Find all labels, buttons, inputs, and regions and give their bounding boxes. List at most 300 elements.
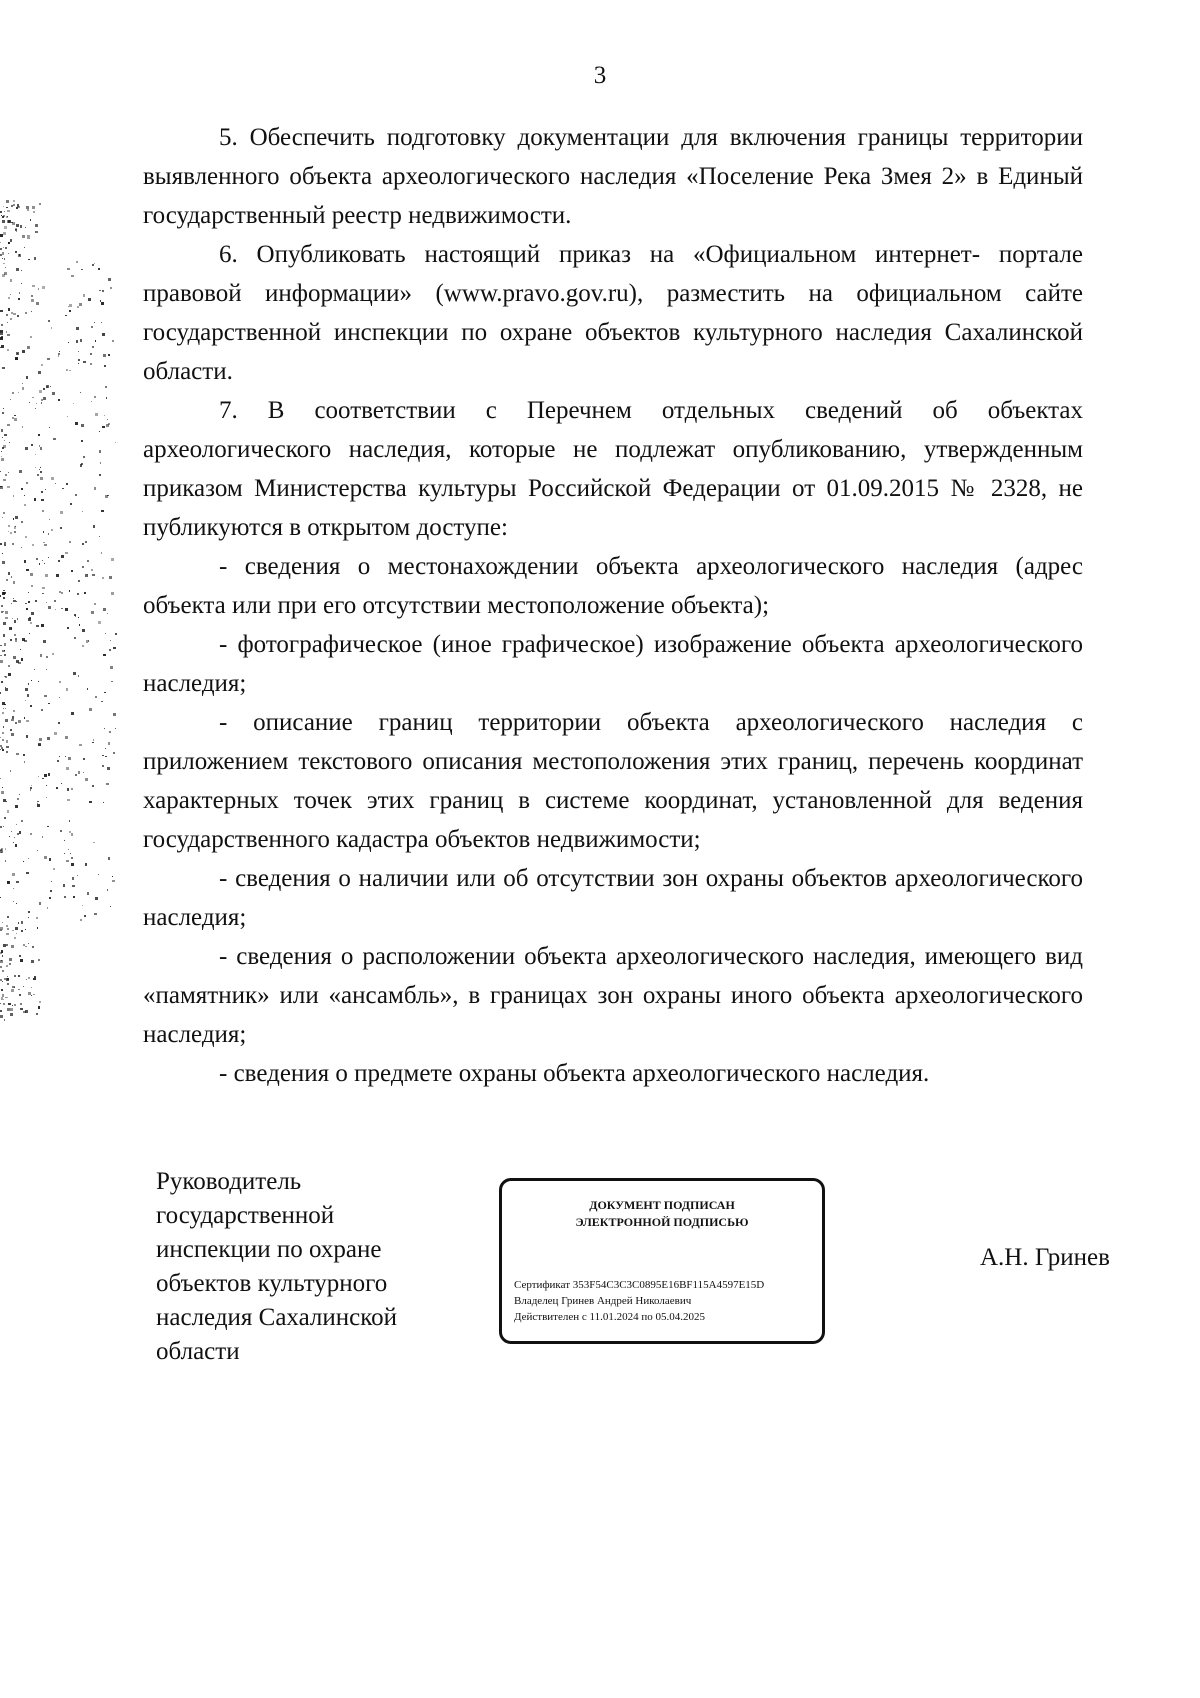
scan-speck (4, 434, 7, 437)
scan-speck (18, 989, 20, 991)
scan-speck (21, 488, 22, 489)
scan-speck (85, 778, 88, 781)
scan-speck (16, 753, 19, 756)
scan-speck (40, 447, 43, 450)
scan-speck (6, 746, 9, 749)
scan-speck (71, 712, 74, 715)
scan-speck (111, 592, 114, 595)
scan-speck (63, 884, 65, 886)
scan-speck (13, 200, 15, 202)
scan-speck (2, 739, 4, 741)
scan-speck (45, 489, 46, 490)
scan-speck (9, 958, 12, 961)
scan-speck (58, 560, 60, 562)
scan-speck (112, 340, 114, 342)
scan-speck (5, 617, 8, 620)
scan-speck (10, 318, 12, 320)
scan-speck (24, 761, 25, 762)
scan-speck (65, 736, 68, 739)
scan-speck (67, 268, 70, 271)
scan-speck (64, 853, 65, 854)
scan-speck (94, 396, 96, 398)
scan-speck (44, 774, 47, 777)
scan-speck (28, 259, 29, 260)
scan-speck (38, 744, 40, 746)
scan-speck (98, 621, 101, 624)
scan-speck (90, 353, 92, 355)
scan-speck (28, 858, 29, 859)
scan-speck (39, 445, 41, 447)
scan-speck (108, 354, 110, 356)
scan-speck (3, 408, 4, 409)
scan-speck (6, 740, 9, 743)
scan-speck (10, 294, 11, 295)
scan-speck (25, 700, 26, 701)
scan-speck (7, 997, 8, 998)
scan-speck (26, 482, 28, 484)
scan-speck (102, 765, 104, 767)
scan-speck (26, 569, 29, 572)
scan-speck (0, 211, 2, 213)
scan-speck (109, 649, 111, 651)
scan-speck (13, 518, 15, 520)
scan-speck (31, 612, 34, 615)
scan-speck (102, 426, 104, 428)
scan-speck (2, 922, 3, 923)
scan-speck (58, 355, 60, 357)
scan-speck (99, 290, 101, 292)
scan-speck (69, 820, 71, 822)
scan-speck (12, 543, 14, 545)
scan-speck (39, 902, 42, 905)
scan-speck (26, 376, 29, 379)
scan-speck (110, 640, 111, 641)
scan-speck (10, 239, 13, 242)
scan-speck (107, 889, 109, 891)
scan-speck (13, 888, 15, 890)
scan-speck (21, 658, 24, 661)
scan-speck (11, 312, 13, 314)
scan-speck (0, 897, 1, 898)
scan-speck (44, 856, 47, 859)
scan-speck (6, 331, 8, 333)
scan-speck (113, 752, 115, 754)
scan-speck (13, 656, 16, 659)
scan-speck (108, 857, 111, 860)
scan-speck (22, 383, 23, 384)
scan-speck (24, 247, 25, 248)
list-item-protection-subject: - сведения о предмете охраны объекта археологического наследия. (219, 1060, 930, 1087)
scan-speck (41, 402, 43, 404)
scan-speck (64, 896, 66, 898)
scan-speck (58, 399, 60, 401)
scan-speck (42, 836, 43, 837)
scan-speck (3, 634, 6, 637)
scan-speck (65, 608, 68, 611)
scan-speck (65, 756, 66, 757)
scan-speck (35, 224, 38, 227)
scan-speck (66, 767, 69, 770)
scan-speck (106, 783, 109, 786)
scan-speck (77, 306, 79, 308)
scan-speck (0, 242, 1, 243)
scan-speck (59, 756, 60, 757)
scan-speck (52, 392, 55, 395)
scan-speck (11, 576, 13, 578)
scan-speck (31, 680, 32, 681)
scan-speck (41, 624, 44, 627)
scan-speck (93, 842, 94, 843)
scan-speck (0, 655, 2, 657)
scan-speck (15, 229, 17, 231)
scan-speck (28, 683, 30, 685)
scan-speck (40, 467, 41, 468)
scan-speck (15, 358, 17, 360)
scan-speck (51, 327, 52, 328)
scan-speck (36, 302, 38, 304)
scan-speck (31, 585, 33, 587)
scan-speck (5, 848, 6, 849)
scan-speck (89, 708, 92, 711)
scan-speck (79, 624, 81, 626)
scan-speck (102, 755, 103, 756)
scan-speck (0, 778, 1, 779)
scan-speck (69, 541, 71, 543)
scan-speck (106, 424, 109, 427)
scan-speck (101, 552, 102, 553)
scan-speck (4, 654, 6, 656)
scan-speck (4, 643, 7, 646)
scan-speck (58, 353, 60, 355)
scan-speck (51, 529, 53, 531)
scan-speck (0, 543, 2, 545)
scan-speck (30, 336, 32, 338)
scan-speck (71, 570, 73, 572)
scan-speck (4, 1019, 6, 1021)
scan-speck (2, 367, 5, 370)
scan-speck (3, 1003, 6, 1006)
scan-speck (7, 916, 9, 918)
scan-speck (30, 833, 32, 835)
scan-speck (48, 606, 51, 609)
signatory-name: А.Н. Гринев (980, 1244, 1110, 1271)
scan-speck (106, 397, 108, 399)
stamp-certificate: Сертификат 353F54C3C3C0895E16BF115A4597E15D (514, 1279, 765, 1291)
scan-speck (48, 557, 49, 558)
scan-speck (5, 708, 6, 709)
scan-speck (32, 397, 33, 398)
scan-speck (19, 292, 20, 293)
scan-speck (103, 608, 105, 610)
scan-speck (7, 216, 8, 217)
scan-speck (0, 310, 3, 313)
scan-speck (39, 1001, 41, 1003)
scan-speck (21, 283, 22, 284)
scan-speck (44, 695, 47, 698)
scan-speck (107, 767, 110, 770)
scan-speck (4, 817, 6, 819)
scan-speck (66, 860, 69, 863)
scan-speck (0, 737, 1, 738)
scan-speck (10, 770, 12, 772)
scan-speck (57, 760, 59, 762)
scan-speck (5, 611, 8, 614)
scan-speck (91, 569, 93, 571)
scan-speck (111, 558, 114, 561)
scan-speck (39, 390, 42, 393)
scan-speck (8, 531, 9, 532)
scan-speck (7, 928, 9, 930)
scan-speck (102, 577, 104, 579)
scan-speck (72, 877, 74, 879)
scan-speck (9, 442, 10, 443)
scan-speck (0, 1003, 1, 1004)
scan-speck (87, 892, 90, 895)
scan-speck (30, 789, 32, 791)
paragraph-7: 7. В соответствии с Перечнем отдельных сведений об объектах археологического наследия, которые не подлежат опубликованию, утвержденным приказом Министерства культуры Российской Федерации от 01.09.2015 № 2328, не публикуются в открытом доступе: (143, 397, 1083, 541)
scan-speck (60, 511, 63, 514)
scan-speck (3, 622, 6, 625)
scan-speck (15, 251, 18, 254)
scan-speck (15, 638, 17, 640)
scan-speck (36, 625, 39, 628)
scan-speck (82, 511, 83, 512)
scan-speck (0, 347, 1, 348)
scan-speck (54, 732, 57, 735)
scan-speck (11, 989, 14, 992)
scan-speck (0, 248, 2, 250)
scan-speck (35, 231, 38, 234)
scan-speck (6, 207, 7, 208)
scan-speck (68, 849, 69, 850)
scan-speck (21, 547, 22, 548)
scan-speck (38, 1006, 41, 1009)
scan-speck (103, 354, 106, 357)
scan-speck (72, 885, 75, 888)
scan-speck (0, 1010, 2, 1012)
scan-speck (5, 860, 7, 862)
scan-speck (84, 592, 86, 594)
scan-speck (39, 563, 40, 564)
scan-speck (15, 844, 18, 847)
scan-speck (8, 472, 9, 473)
scan-speck (80, 392, 81, 393)
scan-speck (81, 269, 83, 271)
scan-speck (93, 739, 95, 741)
scan-speck (2, 970, 3, 971)
scan-speck (14, 415, 16, 417)
scan-speck (38, 681, 39, 682)
scan-speck (19, 470, 22, 473)
scan-speck (1, 458, 4, 461)
scan-speck (73, 672, 76, 675)
scan-speck (13, 581, 16, 584)
scan-speck (20, 649, 21, 650)
scan-speck (13, 710, 15, 712)
scan-speck (99, 536, 100, 537)
scan-speck (6, 579, 8, 581)
scan-speck (17, 798, 19, 800)
scan-speck (79, 744, 82, 747)
scan-speck (31, 444, 33, 446)
scan-speck (21, 521, 23, 523)
scan-speck (26, 735, 29, 738)
scan-speck (52, 653, 54, 655)
scan-speck (67, 788, 70, 791)
scan-speck (80, 919, 82, 921)
scan-speck (65, 552, 68, 555)
scan-speck (108, 742, 111, 745)
scan-speck (4, 978, 6, 980)
scan-speck (50, 386, 51, 387)
scan-speck (76, 340, 79, 343)
scan-speck (32, 946, 34, 948)
scan-speck (46, 669, 47, 670)
scan-speck (11, 205, 13, 207)
scan-speck (61, 608, 63, 610)
scan-speck (37, 801, 39, 803)
scan-speck (16, 231, 17, 232)
scan-speck (8, 308, 11, 311)
scan-speck (11, 733, 14, 736)
scan-speck (107, 419, 108, 420)
scan-speck (34, 257, 37, 260)
scan-speck (10, 532, 12, 534)
electronic-signature-stamp (499, 1178, 825, 1344)
scan-speck (0, 645, 1, 646)
scan-speck (94, 487, 97, 490)
scan-speck (2, 702, 5, 705)
scan-speck (15, 927, 18, 930)
scan-speck (7, 334, 10, 337)
scan-speck (35, 467, 36, 468)
scan-speck (20, 959, 23, 962)
scan-speck (60, 830, 62, 832)
scan-speck (0, 1015, 3, 1018)
scan-speck (2, 216, 4, 218)
scan-speck (41, 499, 44, 502)
scan-speck (4, 650, 5, 651)
scan-speck (28, 977, 30, 979)
scan-speck (59, 681, 61, 683)
scan-speck (1, 848, 3, 850)
scan-speck (71, 833, 74, 836)
scan-speck (31, 295, 33, 297)
scan-speck (28, 943, 29, 944)
scan-speck (30, 573, 33, 576)
scan-speck (68, 757, 71, 760)
scan-speck (73, 403, 74, 404)
scan-speck (19, 254, 21, 256)
scan-speck (14, 526, 16, 528)
scan-speck (3, 592, 6, 595)
scan-speck (42, 778, 43, 779)
scan-speck (19, 955, 22, 958)
scan-speck (0, 471, 1, 472)
scan-speck (33, 994, 35, 996)
scan-speck (46, 797, 48, 799)
scan-speck (99, 431, 101, 433)
scan-speck (30, 622, 32, 624)
scan-speck (6, 965, 8, 967)
page-number: 3 (593, 62, 607, 89)
scan-speck (3, 206, 4, 207)
scan-speck (42, 587, 45, 590)
scan-speck (3, 708, 4, 709)
scan-speck (43, 542, 45, 544)
scan-speck (9, 836, 11, 838)
scan-speck (95, 340, 96, 341)
scan-speck (104, 415, 105, 416)
scan-speck (1, 324, 3, 326)
scan-speck (66, 369, 68, 371)
scan-speck (81, 424, 84, 427)
scan-speck (90, 363, 93, 366)
scan-speck (25, 603, 27, 605)
scan-speck (3, 479, 6, 482)
scan-speck (31, 311, 32, 312)
scan-speck (21, 270, 22, 271)
scan-speck (46, 385, 49, 388)
scan-speck (69, 304, 72, 307)
scan-speck (17, 315, 19, 317)
scan-speck (39, 203, 41, 205)
scan-speck (37, 803, 39, 805)
scan-speck (98, 874, 99, 875)
scan-speck (47, 826, 48, 827)
scan-speck (80, 464, 83, 467)
scan-speck (24, 640, 26, 642)
scan-speck (1, 791, 4, 794)
scan-speck (28, 911, 30, 913)
scan-speck (82, 543, 84, 545)
scan-speck (81, 440, 83, 442)
scan-speck (56, 787, 58, 789)
scan-speck (8, 665, 11, 668)
scan-speck (14, 531, 16, 533)
scan-speck (26, 872, 28, 874)
scan-speck (113, 713, 116, 716)
scan-speck (22, 426, 24, 428)
scan-speck (43, 397, 46, 400)
scan-speck (103, 802, 104, 803)
scan-speck (101, 701, 102, 702)
scan-speck (60, 527, 63, 530)
scan-speck (18, 298, 20, 300)
scan-speck (115, 728, 116, 729)
scan-speck (32, 206, 35, 209)
scan-speck (95, 413, 98, 416)
scan-speck (29, 617, 31, 619)
scan-speck (7, 486, 9, 488)
scan-speck (80, 339, 82, 341)
scan-speck (42, 286, 45, 289)
scan-speck (26, 720, 29, 723)
scan-speck (2, 732, 4, 734)
scan-speck (41, 709, 44, 712)
scan-speck (89, 801, 92, 804)
scan-speck (92, 574, 94, 576)
scan-speck (24, 560, 26, 562)
scan-speck (83, 294, 85, 296)
scan-speck (94, 913, 97, 916)
scan-speck (0, 486, 3, 489)
scan-speck (25, 536, 26, 537)
scan-speck (42, 560, 43, 561)
scan-speck (85, 574, 87, 576)
scan-speck (14, 620, 17, 623)
scan-speck (84, 915, 86, 917)
